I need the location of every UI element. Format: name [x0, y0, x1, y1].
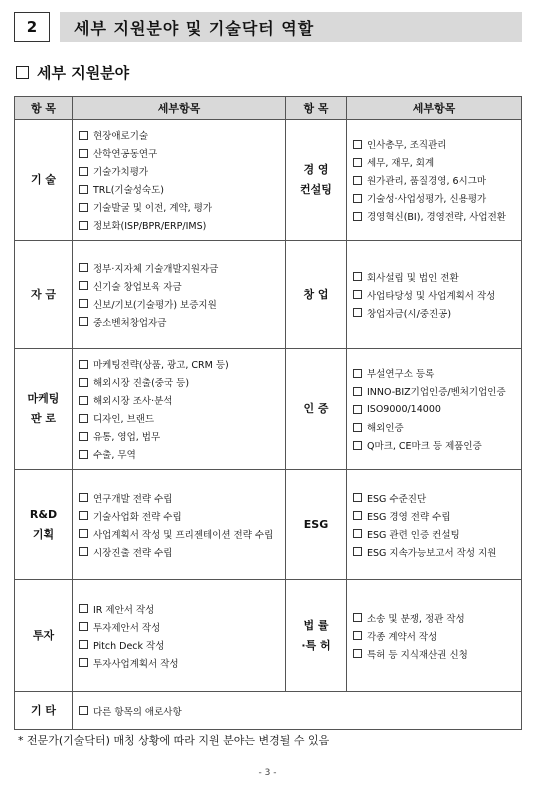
- checkbox-icon: [79, 299, 88, 308]
- list-item: [79, 216, 285, 234]
- checkbox-icon: [79, 706, 88, 715]
- list-item: [79, 543, 285, 561]
- checkbox-icon: [79, 658, 88, 667]
- checkbox-icon: [79, 263, 88, 272]
- checklist: [79, 355, 285, 463]
- checkbox-icon: [353, 369, 362, 378]
- list-item: [79, 198, 285, 216]
- items-cell-left: [73, 120, 286, 241]
- item-label: ESG 관련 인증 컨설팅: [367, 529, 460, 541]
- list-item: [79, 373, 285, 391]
- checklist: [79, 126, 285, 234]
- item-label: 각종 계약서 작성: [367, 631, 438, 643]
- checkbox-icon: [79, 640, 88, 649]
- checkbox-icon: [79, 529, 88, 538]
- table-row: [15, 580, 522, 692]
- table-row: [15, 470, 522, 580]
- item-label: ESG 수준진단: [367, 493, 427, 505]
- items-cell-right: [347, 580, 522, 692]
- subsection-title: 세부 지원분야: [37, 64, 130, 82]
- checkbox-icon: [79, 167, 88, 176]
- category-label: 기획: [32, 527, 55, 541]
- list-item: [353, 207, 521, 225]
- item-label: 마케팅전략(상품, 광고, CRM 등): [93, 360, 229, 371]
- list-item: [79, 525, 285, 543]
- section-header: [14, 12, 522, 42]
- item-label: 투자사업계획서 작성: [93, 658, 179, 670]
- checkbox-icon: [353, 649, 362, 658]
- items-cell-left: [73, 470, 286, 580]
- list-item: [353, 507, 521, 525]
- item-label: 해외시장 조사·분석: [93, 396, 173, 407]
- checkbox-icon: [79, 203, 88, 212]
- table-row-other: [15, 692, 522, 730]
- item-label: TRL(기술성숙도): [93, 185, 164, 196]
- checkbox-icon: [353, 158, 362, 167]
- list-item: [79, 144, 285, 162]
- category-cell-right: [286, 470, 347, 580]
- list-item: [353, 543, 521, 561]
- list-item: [353, 268, 521, 286]
- list-item: [353, 418, 521, 436]
- list-item: [79, 259, 285, 277]
- checkbox-icon: [353, 140, 362, 149]
- checkbox-icon: [353, 212, 362, 221]
- checklist: [353, 364, 521, 454]
- list-item: [353, 525, 521, 543]
- list-item: [79, 427, 285, 445]
- category-cell-right: [286, 349, 347, 470]
- category-cell-left: [15, 349, 73, 470]
- items-cell-right: [347, 120, 522, 241]
- checkbox-icon: [79, 149, 88, 158]
- item-label: 세무, 재무, 회계: [367, 158, 435, 169]
- checkbox-icon: [79, 131, 88, 140]
- checkbox-icon: [79, 221, 88, 230]
- checklist: [79, 259, 285, 331]
- checkbox-icon: [353, 308, 362, 317]
- item-label: 산학연공동연구: [93, 149, 158, 160]
- header-items-right: 세부항목: [347, 97, 522, 120]
- page-number: - 3 -: [258, 768, 277, 778]
- item-label: Pitch Deck 작성: [93, 640, 165, 652]
- item-label: Q마크, CE마크 등 제품인증: [367, 441, 482, 452]
- support-fields-table: [14, 96, 522, 730]
- item-label: ISO9000/14000: [367, 403, 441, 415]
- checkbox-icon: [353, 387, 362, 396]
- category-label: 기 술: [30, 173, 57, 186]
- checklist: [353, 609, 521, 663]
- list-item: [353, 645, 521, 663]
- list-item: [353, 609, 521, 627]
- item-label: 해외시장 진출(중국 등): [93, 378, 190, 389]
- item-label: 기술발굴 및 이전, 계약, 평가: [93, 203, 213, 214]
- checkbox-icon: [353, 441, 362, 450]
- list-item: [353, 364, 521, 382]
- checkbox-icon: [353, 290, 362, 299]
- checklist: [79, 600, 285, 672]
- category-label: R&D: [29, 507, 58, 521]
- list-item: [79, 313, 285, 331]
- item-label: 수출, 무역: [93, 450, 136, 461]
- checkbox-icon: [79, 511, 88, 520]
- table-row: [15, 349, 522, 470]
- list-item: [353, 382, 521, 400]
- list-item: [79, 409, 285, 427]
- category-cell-left: [15, 120, 73, 241]
- checkbox-icon: [353, 511, 362, 520]
- item-label: 시장진출 전략 수립: [93, 547, 173, 559]
- checkbox-icon: [79, 185, 88, 194]
- category-cell-right: [286, 241, 347, 349]
- list-item: [79, 445, 285, 463]
- item-label: 정부·지자체 기술개발지원자금: [93, 263, 219, 275]
- checkbox-icon: [79, 317, 88, 326]
- list-item: [79, 391, 285, 409]
- list-item: [79, 126, 285, 144]
- checkbox-icon: [79, 547, 88, 556]
- checkbox-icon: [79, 414, 88, 423]
- item-label: 신보/기보(기술평가) 보증지원: [93, 299, 217, 311]
- items-cell-other: [73, 692, 522, 730]
- checkbox-icon: [353, 176, 362, 185]
- item-label: 유통, 영업, 법무: [93, 432, 161, 443]
- item-label: 기술가치평가: [93, 167, 149, 178]
- category-label: 마케팅: [27, 392, 60, 405]
- list-item: [79, 702, 521, 720]
- list-item: [79, 295, 285, 313]
- checklist: [79, 489, 285, 561]
- item-label: ESG 경영 전략 수립: [367, 511, 451, 523]
- item-label: 특허 등 지식재산권 신청: [367, 649, 468, 661]
- checkbox-icon: [353, 613, 362, 622]
- checkbox-icon: [353, 493, 362, 502]
- item-label: 다른 항목의 애로사항: [93, 706, 182, 718]
- checklist: [353, 489, 521, 561]
- checkbox-icon: [353, 529, 362, 538]
- item-label: 부설연구소 등록: [367, 369, 435, 380]
- checkbox-icon: [353, 631, 362, 640]
- item-label: 디자인, 브랜드: [93, 414, 155, 425]
- checkbox-icon: [79, 450, 88, 459]
- table-row: [15, 120, 522, 241]
- checklist: [353, 268, 521, 322]
- items-cell-right: [347, 470, 522, 580]
- list-item: [353, 153, 521, 171]
- list-item: [353, 436, 521, 454]
- item-label: 기술성·사업성평가, 신용평가: [367, 194, 487, 205]
- item-label: 소송 및 분쟁, 정관 작성: [367, 613, 465, 625]
- list-item: [79, 180, 285, 198]
- list-item: [79, 654, 285, 672]
- list-item: [79, 507, 285, 525]
- category-label: 투자: [32, 628, 55, 642]
- list-item: [353, 400, 521, 418]
- checkbox-icon: [79, 281, 88, 290]
- footnote: * 전문가(기술닥터) 매칭 상황에 따라 지원 분야는 변경될 수 있음: [18, 734, 330, 747]
- table-header-row: [15, 97, 522, 120]
- list-item: [353, 627, 521, 645]
- item-label: 정보화(ISP/BPR/ERP/IMS): [93, 221, 207, 232]
- items-cell-left: [73, 241, 286, 349]
- category-label: 창 업: [303, 287, 329, 301]
- list-item: [353, 489, 521, 507]
- list-item: [79, 618, 285, 636]
- list-item: [79, 600, 285, 618]
- category-label: 자 금: [30, 287, 57, 301]
- table-body: [15, 120, 522, 730]
- item-label: 기술사업화 전략 수립: [93, 511, 182, 523]
- item-label: 원가관리, 품질경영, 6시그마: [367, 176, 487, 187]
- header-category-right: 항 목: [286, 97, 347, 120]
- category-cell-right: [286, 580, 347, 692]
- checkbox-icon: [79, 493, 88, 502]
- item-label: 인사총무, 조직관리: [367, 140, 447, 151]
- item-label: 사업계획서 작성 및 프리젠테이션 전략 수립: [93, 529, 274, 541]
- list-item: [79, 355, 285, 373]
- list-item: [79, 162, 285, 180]
- category-label: ESG: [303, 517, 329, 531]
- list-item: [353, 171, 521, 189]
- category-cell-left: [15, 470, 73, 580]
- list-item: [353, 304, 521, 322]
- item-label: 창업자금(시/중진공): [367, 308, 452, 320]
- item-label: IR 제안서 작성: [93, 604, 155, 616]
- section-title-bar: 세부 지원분야 및 기술닥터 역할: [60, 12, 522, 42]
- checkbox-icon: [353, 423, 362, 432]
- list-item: [79, 636, 285, 654]
- checkbox-icon: [79, 432, 88, 441]
- list-item: [353, 189, 521, 207]
- square-bullet-icon: [16, 66, 29, 79]
- item-label: 사업타당성 및 사업계획서 작성: [367, 290, 496, 302]
- category-label: 판 로: [30, 412, 57, 425]
- list-item: [353, 135, 521, 153]
- list-item: [79, 277, 285, 295]
- list-item: [79, 489, 285, 507]
- item-label: 중소벤처창업자금: [93, 317, 167, 329]
- item-label: 해외인증: [367, 423, 404, 434]
- category-cell-left: [15, 580, 73, 692]
- item-label: 연구개발 전략 수립: [93, 493, 173, 505]
- items-cell-right: [347, 241, 522, 349]
- item-label: 신기술 창업보육 자금: [93, 281, 182, 293]
- checkbox-icon: [79, 378, 88, 387]
- checklist: [353, 135, 521, 225]
- checklist: [79, 702, 521, 720]
- checkbox-icon: [79, 396, 88, 405]
- checkbox-icon: [353, 272, 362, 281]
- item-label: 현장애로기술: [93, 131, 149, 142]
- category-label: 컨설팅: [300, 183, 332, 196]
- item-label: INNO-BIZ기업인증/벤처기업인증: [367, 387, 506, 398]
- subsection-heading: [16, 62, 129, 83]
- checkbox-icon: [353, 194, 362, 203]
- checkbox-icon: [79, 622, 88, 631]
- checkbox-icon: [353, 547, 362, 556]
- item-label: 투자제안서 작성: [93, 622, 161, 634]
- items-cell-right: [347, 349, 522, 470]
- checkbox-icon: [353, 405, 362, 414]
- category-cell-left: [15, 241, 73, 349]
- item-label: ESG 지속가능보고서 작성 지원: [367, 547, 497, 559]
- items-cell-left: [73, 349, 286, 470]
- checkbox-icon: [79, 604, 88, 613]
- list-item: [353, 286, 521, 304]
- category-label: 법 률: [303, 618, 329, 632]
- category-cell-other: 기 타: [15, 692, 73, 730]
- items-cell-left: [73, 580, 286, 692]
- checkbox-icon: [79, 360, 88, 369]
- item-label: 경영혁신(BI), 경영전략, 사업전환: [367, 212, 506, 223]
- category-label: 인 증: [303, 402, 329, 415]
- category-label: 경 영: [303, 163, 329, 176]
- table-row: [15, 241, 522, 349]
- section-number: 2: [14, 12, 50, 42]
- category-cell-right: [286, 120, 347, 241]
- item-label: 회사설립 및 법인 전환: [367, 272, 459, 284]
- category-label: ·특 허: [301, 638, 331, 652]
- header-items-left: 세부항목: [73, 97, 286, 120]
- header-category-left: 항 목: [15, 97, 73, 120]
